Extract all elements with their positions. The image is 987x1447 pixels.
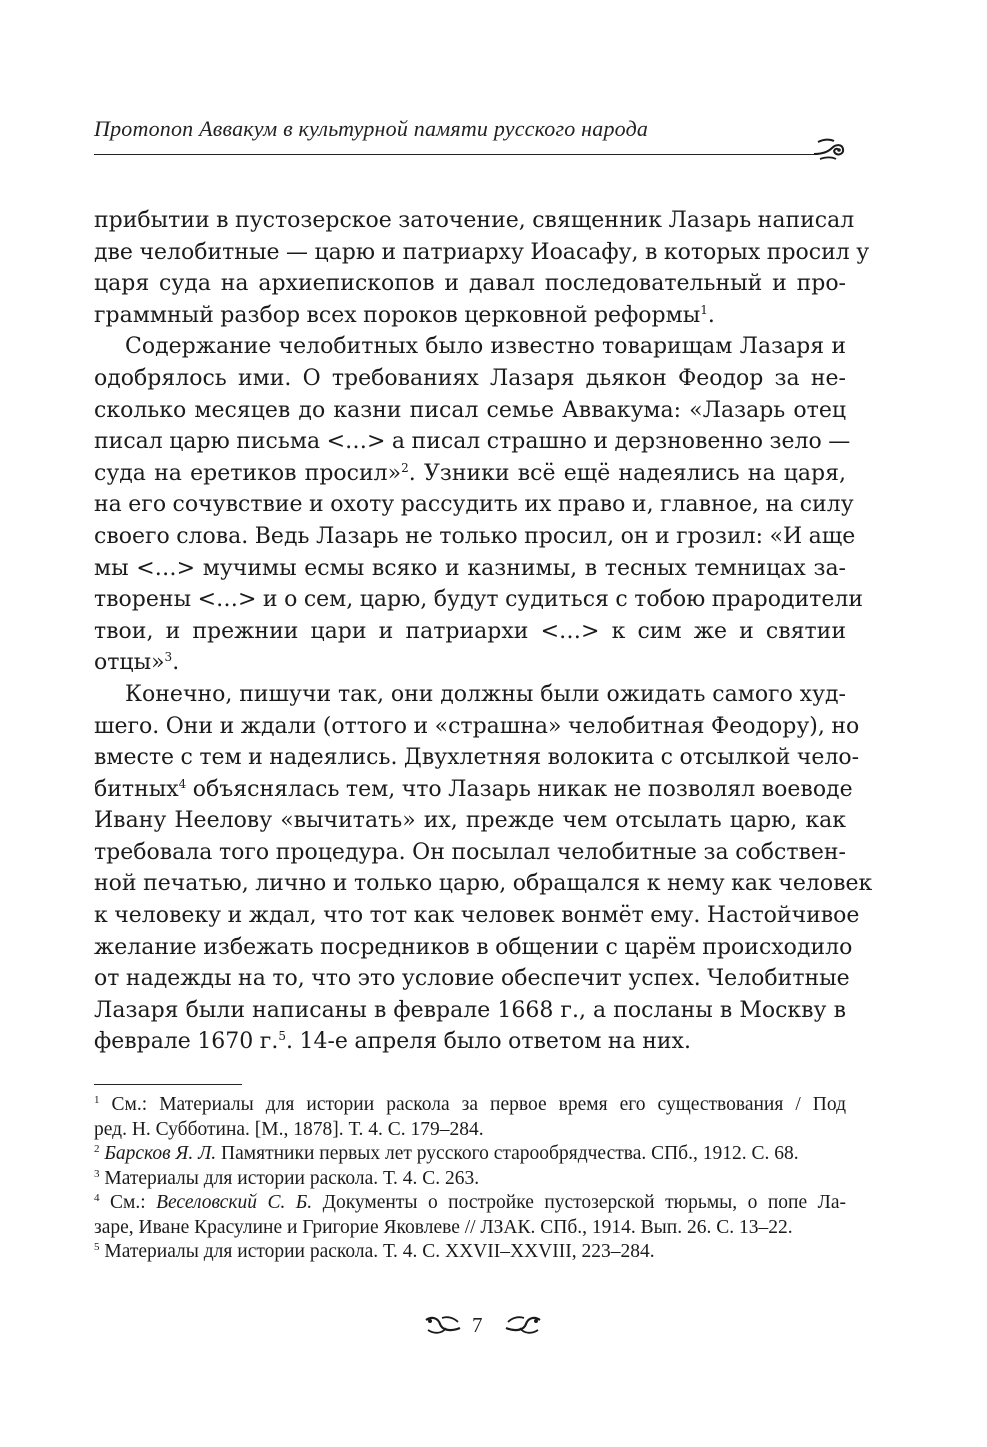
footnote-number: 3 — [94, 1167, 100, 1180]
header-rule — [94, 154, 816, 155]
footnote-ref: 3 — [164, 650, 173, 665]
text-line: своего слова. Ведь Лазарь не только просил, он и грозил: «И аще — [94, 523, 856, 549]
footnote-prefix: См.: — [109, 1192, 157, 1213]
main-text — [94, 205, 873, 1058]
footnote-text: Памятники первых лет русского старообрядчества. СПб., 1912. С. 68. — [216, 1143, 799, 1164]
text-line: царя суда на архиепископов и давал последовательный и про- — [94, 271, 846, 297]
footnotes — [94, 1093, 846, 1265]
text-line: Содержание челобитных было известно товарищам Лазаря и — [125, 334, 846, 360]
text-fragment: битных — [94, 776, 179, 802]
footnote-ref: 1 — [700, 302, 708, 317]
text-line: на его сочувствие и охоту рассудить их право и, главное, на силу — [94, 492, 854, 518]
text-fragment: отцы» — [94, 650, 165, 676]
text-line: Лазаря были написаны в феврале 1668 г., а посланы в Москву в — [94, 997, 846, 1023]
paragraph-1 — [94, 205, 870, 331]
footnote-1 — [94, 1093, 846, 1118]
text-line: Ивану Неелову «вычитать» их, прежде чем отсылать царю, как — [94, 808, 846, 834]
text-fragment: граммный разбор всех пороков церковной реформы — [94, 302, 701, 328]
footnote-author: Барсков Я. Л. — [104, 1143, 217, 1164]
text-line: мы <…> мучимы есмы всяко и казнимы, в тесных темницах за- — [94, 555, 846, 581]
text-line — [94, 458, 846, 490]
text-fragment: . Узники всё ещё надеялись на царя, — [408, 460, 847, 486]
page-number-area — [424, 1310, 544, 1340]
text-fragment: объяснялась тем, что Лазарь никак не позволял воеводе — [186, 776, 853, 802]
text-line — [94, 1026, 846, 1058]
text-line: к человеку и ждал, что тот как человек вонмёт ему. Настойчивое — [94, 903, 860, 929]
text-line: прибытии в пустозерское заточение, священник Лазарь написал — [94, 208, 855, 233]
footnote-4 — [94, 1191, 846, 1216]
footnote-number: 1 — [94, 1094, 100, 1106]
footnote-3 — [94, 1167, 846, 1192]
text-line: вместе с тем и надеялись. Двухлетняя волокита с отсылкой чело- — [94, 745, 860, 771]
text-fragment: . 14-е апреля было ответом на них. — [285, 1029, 691, 1055]
text-fragment: суда на еретиков просил» — [94, 460, 402, 486]
footnote-ref: 2 — [401, 460, 409, 475]
text-line — [94, 647, 846, 679]
footnote-text: См.: Материалы для истории раскола за первое время его существования / Под — [111, 1094, 846, 1115]
text-line — [94, 774, 853, 806]
text-fragment: феврале 1670 г. — [94, 1029, 279, 1055]
text-line: от надежды на то, что это условие обеспечит успех. Челобитные — [94, 966, 850, 992]
text-line: шего. Они и ждали (оттого и «страшна» челобитная Феодору), но — [94, 713, 860, 739]
scroll-ornament-icon — [812, 132, 846, 162]
running-header — [94, 116, 854, 164]
footnote-author: Веселовский С. Б. — [156, 1192, 313, 1213]
paragraph-3 — [94, 679, 873, 1058]
footnote-number: 5 — [94, 1241, 100, 1253]
text-line: сколько месяцев до казни писал семье Аввакума: «Лазарь отец — [94, 397, 846, 423]
text-line: желание избежать посредников в общении с царём происходило — [94, 934, 853, 960]
footnote-text: Материалы для истории раскола. Т. 4. С. 263. — [104, 1167, 480, 1189]
running-header-title: Протопоп Аввакум в культурной памяти русского народа — [94, 116, 649, 141]
text-line: ной печатью, лично и только царю, обращался к нему как человек — [94, 871, 873, 897]
footnote-number: 2 — [94, 1143, 100, 1155]
text-line: творены <…> и о сем, царю, будут судиться с тобою прародители — [94, 587, 864, 613]
footnote-text: Материалы для истории раскола. Т. 4. С. XXVII–XXVIII, 223–284. — [104, 1241, 655, 1262]
paragraph-2 — [94, 331, 864, 679]
footnote-number: 4 — [94, 1192, 100, 1204]
text-line — [94, 300, 846, 332]
text-fragment: . — [707, 302, 715, 328]
text-fragment: . — [172, 650, 180, 676]
text-line: требовала того процедура. Он посылал челобитные за собствен- — [94, 839, 846, 865]
text-line: одобрялось ими. О требованиях Лазаря дьякон Феодор за не- — [94, 365, 846, 391]
footnote-text: Документы о постройке пустозерской тюрьмы, о попе Ла- — [312, 1192, 846, 1213]
footnote-ref: 4 — [178, 776, 187, 791]
footnote-2 — [94, 1142, 846, 1167]
swirl-ornament-right-icon — [502, 1314, 542, 1336]
swirl-ornament-left-icon — [424, 1314, 464, 1336]
text-line: твои, и прежнии цари и патриархи <…> к сим же и святии — [94, 618, 846, 644]
footnote-1-cont: ред. Н. Субботина. [М., 1878]. Т. 4. С. 179–284. — [94, 1118, 484, 1140]
text-line: две челобитные — царю и патриарху Иоасафу, в которых просил у — [94, 239, 870, 265]
page-number: 7 — [472, 1313, 483, 1337]
text-line: писал царю письма <…> а писал страшно и дерзновенно зело — — [94, 429, 851, 455]
footnote-4-cont: заре, Иване Красулине и Григорие Яковлеве // ЛЗАК. СПб., 1914. Вып. 26. С. 13–22. — [94, 1216, 793, 1238]
footnote-rule — [94, 1084, 242, 1085]
footnote-5 — [94, 1240, 846, 1265]
text-line: Конечно, пишучи так, они должны были ожидать самого худ- — [125, 681, 846, 707]
footnote-ref: 5 — [278, 1029, 286, 1044]
